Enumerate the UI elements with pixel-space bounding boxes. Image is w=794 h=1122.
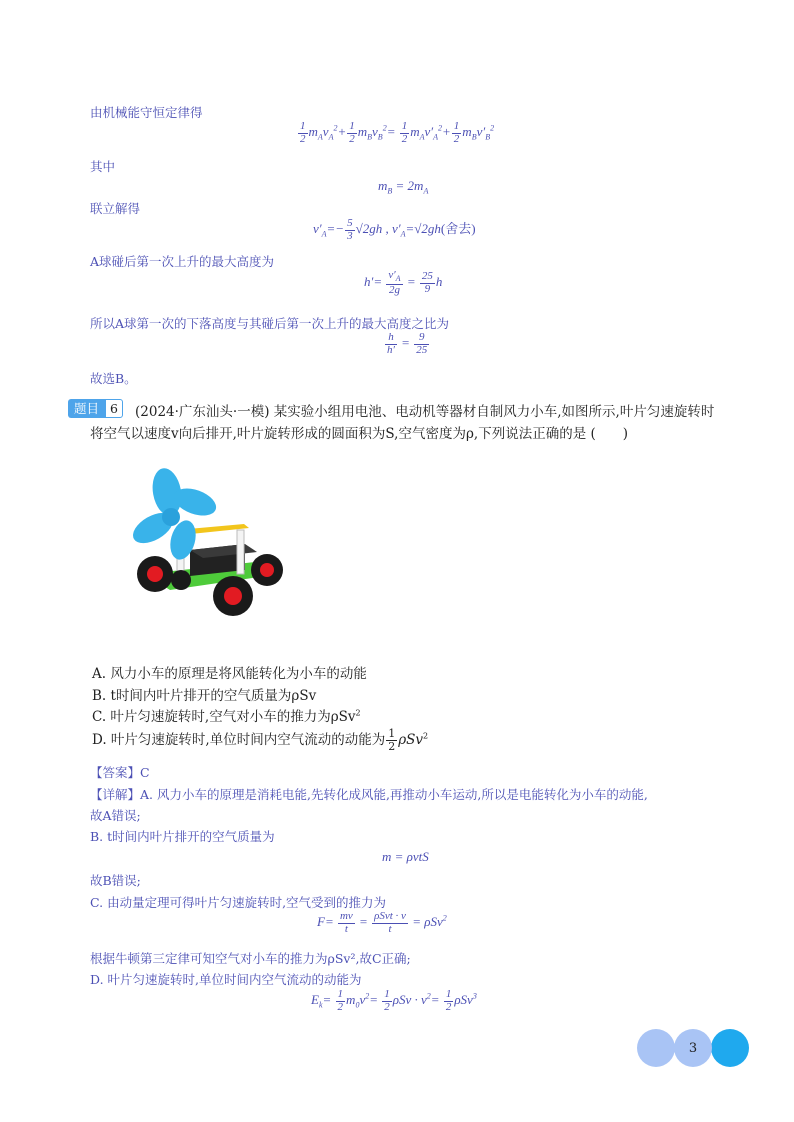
option-d: D. 叶片匀速旋转时,单位时间内空气流动的动能为 $\frac{1}{2}$ ρSv$^2$ (92, 727, 429, 753)
kinetic-energy-equation: $E_k=$ $\frac{1}{2}$ $m_0v^2=$ $\frac{1}{2}$ $\rho Sv \cdot v^2=$ $\frac{1}{2}$ ρSv$^3$ (311, 988, 477, 1013)
detail-line (90, 785, 648, 803)
detail-label: 【详解】 (90, 787, 141, 802)
question-tag (68, 399, 123, 418)
detail-line: C. 由动量定理可得叶片匀速旋转时,空气受到的推力为 (90, 895, 387, 910)
height-ratio-equation: $\frac{h}{h'}$ = $\frac{9}{25}$ (387, 331, 428, 356)
max-height-equation: h′= $\frac{v'_A}{2g}$ = $\frac{25}{9}$ h (364, 269, 443, 296)
wheel (171, 570, 191, 590)
air-mass-equation: m = ρvtS (382, 849, 429, 864)
page-dot (711, 1029, 749, 1067)
solution-text: 其中 (90, 159, 116, 174)
page-dot (637, 1029, 675, 1067)
detail-text: A. 风力小车的原理是消耗电能,先转化成风能,再推动小车运动,所以是电能转化为小车的动能, (140, 787, 648, 802)
option-d-text: D. 叶片匀速旋转时,单位时间内空气流动的动能为 (92, 732, 386, 748)
solution-text: A球碰后第一次上升的最大高度为 (90, 254, 275, 269)
detail-line: D. 叶片匀速旋转时,单位时间内空气流动的动能为 (90, 972, 362, 987)
detail-line: 故A错误; (90, 808, 141, 823)
energy-conservation-equation: $\frac{1}{2}$ $m_Av_A^2+$ $\frac{1}{2}$ $m_Bv_B^2=$ $\frac{1}{2}$ $m_Av'_A^2+$ $\frac{1}{2}$ $m_Bv'_B^2$ (300, 120, 495, 145)
answer-label: 【答案】C (90, 765, 150, 780)
velocity-solution-equation: $v'_A=-$ $\frac{5}{3}$ √2gh , $v'_A=√2gh$(舍去) (313, 217, 476, 242)
wheel (251, 554, 283, 586)
page-number: 3 (674, 1029, 712, 1067)
wheel (213, 576, 253, 616)
option-a: A. 风力小车的原理是将风能转化为小车的动能 (92, 666, 367, 682)
detail-line: 故B错误; (90, 873, 141, 888)
discard-note: (舍去) (440, 221, 476, 237)
wheel (137, 556, 173, 592)
solution-text: 联立解得 (90, 201, 141, 216)
solution-text: 故选B。 (90, 371, 137, 386)
question-tag-label: 题目 (68, 399, 105, 418)
question-tag-number: 6 (105, 399, 123, 418)
option-b: B. t时间内叶片排开的空气质量为ρSv (92, 688, 317, 704)
fan-blades (128, 466, 220, 562)
solution-text: 由机械能守恒定律得 (90, 105, 203, 120)
solution-text: 所以A球第一次的下落高度与其碰后第一次上升的最大高度之比为 (90, 316, 450, 331)
detail-line: B. t时间内叶片排开的空气质量为 (90, 829, 275, 844)
mass-relation-equation: $m_B = 2m_A$ (378, 178, 429, 196)
thrust-equation: F= $\frac{mv}{t}$ = $\frac{\text{ρSvt · v}}{t}$ = ρSv$^2$ (317, 910, 447, 935)
question-text-line1: (2024·广东汕头·一模) 某实验小组用电池、电动机等器材自制风力小车,如图所示,叶片匀速旋转时 (135, 404, 715, 420)
option-c: C. 叶片匀速旋转时,空气对小车的推力为ρSv$^2$ (92, 708, 361, 725)
option-c-text: C. 叶片匀速旋转时,空气对小车的推力为ρSv (92, 709, 356, 725)
frame-post (237, 530, 244, 574)
wind-car-image (125, 462, 300, 622)
detail-line: 根据牛顿第三定律可知空气对小车的推力为ρSv²,故C正确; (90, 951, 411, 966)
question-text-line2: 将空气以速度v向后排开,叶片旋转形成的圆面积为S,空气密度为ρ,下列说法正确的是 ( ) (90, 426, 629, 442)
